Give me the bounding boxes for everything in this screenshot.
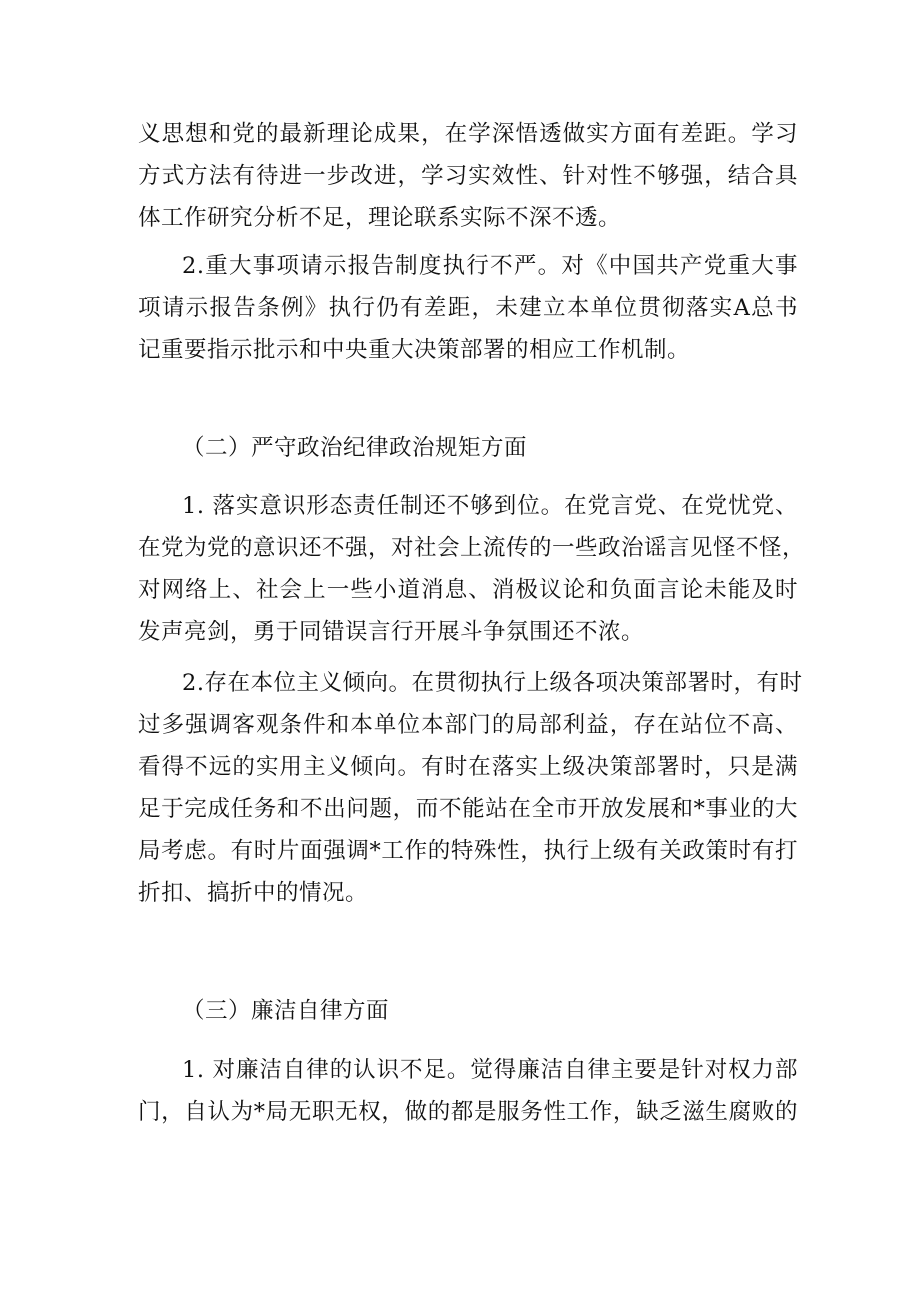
text-line: 门，自认为*局无职无权，做的都是服务性工作，缺乏滋生腐败的 bbox=[138, 1099, 798, 1125]
text-line: 方式方法有待进一步改进，学习实效性、针对性不够强，结合具 bbox=[138, 163, 798, 189]
text-line: 义思想和党的最新理论成果，在学深悟透做实方面有差距。学习 bbox=[138, 121, 798, 147]
text-line: 对网络上、社会上一些小道消息、消极议论和负面言论未能及时 bbox=[138, 577, 798, 603]
paragraph-reporting-system bbox=[138, 245, 798, 371]
text-line: 项请示报告条例》执行仍有差距，未建立本单位贯彻落实A总书 bbox=[138, 295, 798, 321]
text-line: 足于完成任务和不出问题，而不能站在全市开放发展和*事业的大 bbox=[138, 796, 798, 822]
text-line: 发声亮剑，勇于同错误言行开展斗争氛围还不浓。 bbox=[138, 619, 645, 645]
text-line: 1. 对廉洁自律的认识不足。觉得廉洁自律主要是针对权力部 bbox=[182, 1057, 798, 1083]
paragraph-ideology-responsibility bbox=[138, 485, 806, 653]
text-line: 1. 落实意识形态责任制还不够到位。在党言党、在党忧党、 bbox=[182, 493, 798, 519]
text-line: 在党为党的意识还不强，对社会上流传的一些政治谣言见怪不怪， bbox=[138, 535, 806, 561]
text-line: 体工作研究分析不足，理论联系实际不深不透。 bbox=[138, 205, 622, 231]
text-line: 折扣、搞折中的情况。 bbox=[138, 880, 369, 906]
paragraph-departmentalism bbox=[138, 662, 803, 914]
text-line: 2.存在本位主义倾向。在贯彻执行上级各项决策部署时，有时 bbox=[182, 670, 803, 696]
paragraph-study-gap bbox=[138, 113, 798, 239]
text-line: 看得不远的实用主义倾向。有时在落实上级决策部署时，只是满 bbox=[138, 754, 798, 780]
paragraph-integrity-awareness bbox=[138, 1049, 798, 1133]
text-line: 过多强调客观条件和本单位本部门的局部利益，存在站位不高、 bbox=[138, 712, 798, 738]
section-heading-integrity: （三）廉洁自律方面 bbox=[182, 998, 390, 1024]
text-line: 局考虑。有时片面强调*工作的特殊性，执行上级有关政策时有打 bbox=[138, 838, 798, 864]
text-line: 2.重大事项请示报告制度执行不严。对《中国共产党重大事 bbox=[182, 253, 798, 279]
text-line: 记重要指示批示和中央重大决策部署的相应工作机制。 bbox=[138, 337, 691, 363]
section-heading-political-discipline: （二）严守政治纪律政治规矩方面 bbox=[182, 435, 528, 461]
